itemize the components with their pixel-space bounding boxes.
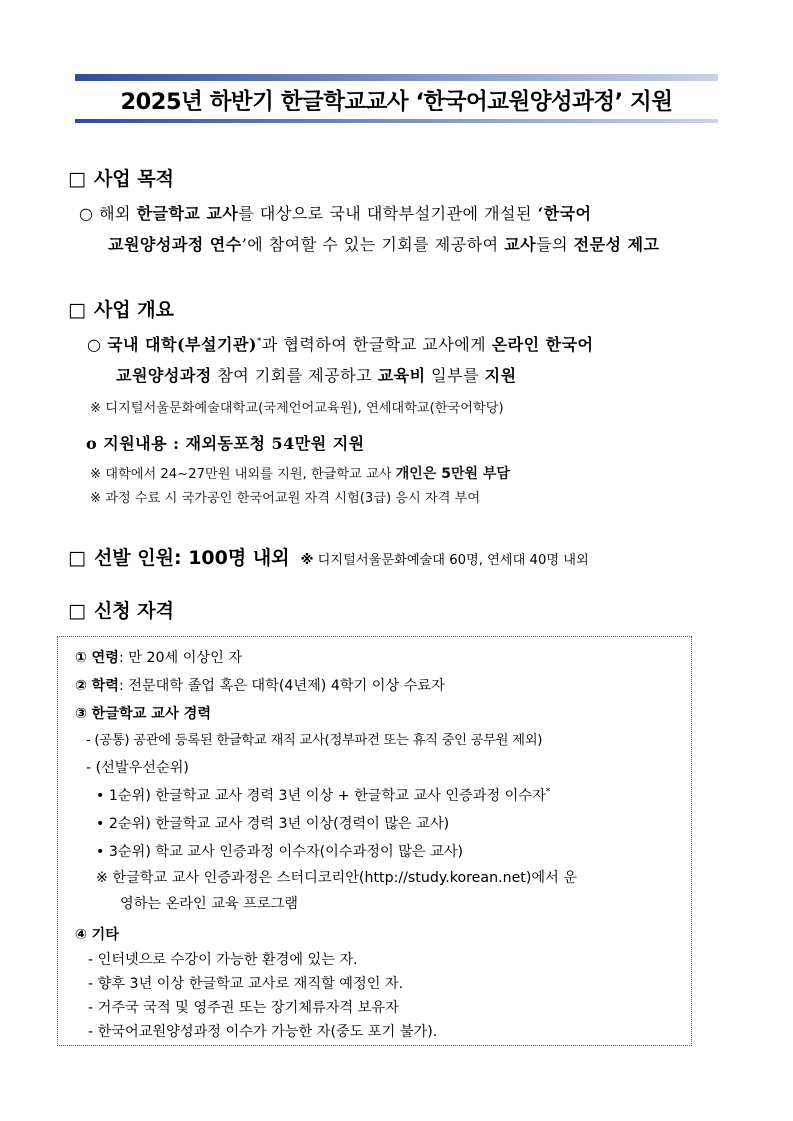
circle-bullet-icon: ○ (79, 204, 94, 223)
overview-note-cert: ※ 과정 수료 시 국가공인 한국어교원 자격 시험(3급) 응시 자격 부여 (90, 491, 481, 506)
note-mark: ※ (300, 553, 314, 568)
qual-etc-item: - 인터넷으로 수강이 가능한 환경에 있는 자. (88, 952, 358, 968)
section-qualification-heading (68, 596, 174, 623)
text: 를 대상으로 국내 대학부설기관에 개설된 (238, 204, 538, 223)
text-bold: 전문성 제고 (573, 235, 660, 254)
text: ’에 참여할 수 있는 기회를 제공하여 (241, 235, 505, 254)
text: : 전문대학 졸업 혹은 대학(4년제) 4학기 이상 수료자 (118, 678, 445, 694)
qual-age (75, 647, 242, 667)
section-title: 선발 인원: 100명 내외 (93, 547, 290, 569)
qual-cert-note-2: 영하는 온라인 교육 프로그램 (120, 896, 298, 912)
purpose-line-2 (108, 232, 660, 255)
text-bold: 개인은 5만원 부담 (395, 466, 510, 482)
section-title: 사업 목적 (93, 168, 174, 190)
text: 일부를 (425, 366, 485, 385)
label: 기타 (91, 927, 119, 943)
text: 참여 기회를 제공하고 (211, 366, 378, 385)
title-banner (75, 74, 718, 128)
text: • 1순위) 한글학교 교사 경력 3년 이상 + 한글학교 교사 인증과정 이수자 (96, 788, 546, 804)
title-bottom-bar (75, 119, 718, 123)
selection-note: 디지털서울문화예술대 60명, 연세대 40명 내외 (313, 553, 589, 568)
qual-cert-note-1: ※ 한글학교 교사 인증과정은 스터디코리안(http://study.korean.net)에서 운 (96, 870, 578, 886)
text-bold: 온라인 한국어 (491, 335, 594, 354)
qualification-box (57, 636, 692, 1046)
qual-priority-3: • 3순위) 학교 교사 인증과정 이수자(이수과정이 많은 교사) (96, 844, 464, 860)
text-bold: 교원양성과정 (116, 366, 212, 385)
support-content (86, 431, 365, 454)
text-bold: ‘한국어 (537, 204, 592, 223)
qual-etc (75, 924, 119, 944)
section-purpose-heading (68, 164, 174, 191)
overview-note-universities: ※ 디지털서울문화예술대학교(국제언어교육원), 연세대학교(한국어학당) (90, 401, 504, 416)
footnote-mark: * (256, 337, 262, 347)
checkbox-square-icon: □ (68, 600, 86, 622)
num: ② (75, 678, 88, 694)
section-title: 사업 개요 (93, 299, 174, 321)
support-text: 지원내용 : 재외동포청 54만원 지원 (103, 434, 365, 453)
text: 과 협력하여 한글학교 교사에게 (261, 335, 492, 354)
qual-common: - (공통) 공관에 등록된 한글학교 재직 교사(정부파견 또는 휴직 중인 공무원 제외) (86, 733, 543, 748)
qual-priority-2: • 2순위) 한글학교 교사 경력 3년 이상(경력이 많은 교사) (96, 816, 450, 832)
text-bold: 교육비 (377, 366, 426, 385)
qual-priority: - (선발우선순위) (86, 760, 189, 776)
checkbox-square-icon: □ (68, 168, 86, 190)
page-title: 2025년 하반기 한글학교교사 ‘한국어교원양성과정’ 지원 (120, 89, 673, 115)
label: 학력 (91, 678, 119, 694)
num: ④ (75, 927, 88, 943)
qual-career (75, 703, 211, 723)
qual-priority-1 (96, 785, 550, 805)
section-title: 신청 자격 (93, 600, 174, 622)
footnote-mark: * (545, 787, 551, 797)
text-bold: 교사 (504, 235, 537, 254)
section-overview-heading (68, 295, 174, 322)
label: 연령 (91, 650, 119, 666)
section-selection (68, 543, 589, 570)
overview-note-cost (90, 463, 510, 483)
text: ※ 대학에서 24∼27만원 내외를 지원, 한글학교 교사 (90, 467, 396, 482)
qual-education (75, 675, 445, 695)
text-bold: 교원양성과정 연수 (108, 235, 242, 254)
text: 들의 (536, 235, 574, 254)
qual-etc-item: - 거주국 국적 및 영주권 또는 장기체류자격 보유자 (88, 1000, 399, 1016)
label: 한글학교 교사 경력 (91, 706, 212, 722)
text-bold: 국내 대학(부설기관) (107, 335, 257, 354)
num: ① (75, 650, 88, 666)
checkbox-square-icon: □ (68, 547, 86, 569)
overview-line-2 (116, 363, 517, 386)
overview-line-1 (87, 332, 594, 355)
num: ③ (75, 706, 88, 722)
text-bold: 한글학교 교사 (136, 204, 239, 223)
checkbox-square-icon: □ (68, 299, 86, 321)
text: 해외 (99, 204, 137, 223)
title-top-bar (75, 74, 718, 81)
bullet-icon: o (86, 434, 98, 453)
text-bold: 지원 (484, 366, 517, 385)
qual-etc-item: - 한국어교원양성과정 이수가 가능한 자(중도 포기 불가). (88, 1024, 438, 1040)
text: : 만 20세 이상인 자 (118, 650, 243, 666)
circle-bullet-icon: ○ (87, 335, 102, 354)
purpose-line-1 (79, 201, 592, 224)
qual-etc-item: - 향후 3년 이상 한글학교 교사로 재직할 예정인 자. (88, 976, 404, 992)
